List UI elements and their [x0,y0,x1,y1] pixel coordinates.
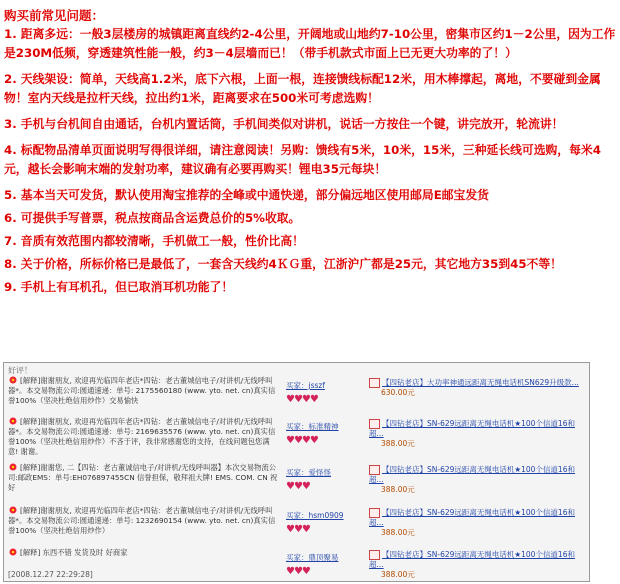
buyer-name[interactable]: 买家：爱怪怪 [286,468,331,477]
review-comment: [解释]谢谢朋友, 欢迎再光临四年老店*四钻：老古董城信电子/对讲机/无线呼叫器*。本交易物流公司:圆通速递：单号: 1232690154 (www. yto. net. cn)真实信誉100%（坚决杜绝信用炒作） [8,506,276,535]
product-link[interactable]: 【四钻老店】SN-629远距离无绳电话机★100个信道16和超... [369,465,575,484]
product-link[interactable]: 【四钻老店】SN-629远距离无绳电话机★100个信道16和超... [369,550,575,569]
review-row [4,417,589,457]
buyer-rating-hearts-icon: ♥♥♥ [286,481,310,492]
buyer-rating-hearts-icon: ♥♥♥ [286,566,310,577]
product-thumb-icon [369,550,380,560]
buyer-name[interactable]: 买家：鼎顶聚易 [286,553,339,562]
faq-item-9: 9. 手机上有耳机孔，但已取消耳机功能了！ [4,280,234,294]
faq-item-4: 4. 标配物品清单页面说明写得很详细，请注意阅读！另购：馈线有5米，10米，15米，三种延长线可选购，每米4元，越长会影响末端的发射功率，建议确有必要再购买！锂电35元每块！ [4,143,601,176]
faq-item-8: 8. 关于价格，所标价格已是最低了，一套含天线约4ＫＧ重，江浙沪广都是25元，其它地方35到45不等！ [4,257,562,271]
product-thumb-icon [369,378,380,388]
faq-item-6: 6. 可提供手写普票，税点按商品含运费总价的5%收取。 [4,211,301,225]
flower-rating-icon [8,376,18,385]
product-link[interactable]: 【四钻老店】大功率神通远距离无绳电话机SN629升级款... [382,378,579,387]
review-row [4,506,589,546]
review-comment: [解释] 东西不错 发货及时 好商家 [20,548,128,557]
product-price: 388.00元 [381,439,415,448]
review-timestamp: [2008.12.27 22:29:28] [8,570,93,579]
flower-rating-icon [8,463,18,472]
buyer-rating-hearts-icon: ♥♥♥♥ [286,435,318,446]
faq-item-3: 3. 手机与台机间自由通话，台机内置话筒，手机间类似对讲机，说话一方按住一个键，讲完放开，轮流讲！ [4,117,564,131]
faq-item-1: 1. 距离多远：一般3层楼房的城镇距离直线约2-4公里，开阔地或山地约7-10公里，密集市区约1－2公里，因为工作是230M低频，穿透建筑性能一般，约3－4层墙而已！（带手机款式市面上已无更大功率的了！） [4,27,616,60]
product-thumb-icon [369,508,380,518]
flower-rating-icon [8,548,18,557]
faq-item-2: 2. 天线架设：简单，天线高1.2米，底下六根，上面一根，连接馈线标配12米，用木棒撑起，离地，不要碰到金属物！室内天线是拉杆天线，拉出约1米，距离要求在500米可考虑选购！ [4,72,601,105]
buyer-name[interactable]: 买家：标准精神 [286,422,339,431]
flower-rating-icon [8,417,18,426]
review-row [4,463,589,503]
product-thumb-icon [369,465,380,475]
faq-item-5: 5. 基本当天可发货，默认使用淘宝推荐的全峰或中通快递，部分偏远地区使用邮局E邮宝发货 [4,188,489,202]
product-price: 388.00元 [381,528,415,537]
product-price: 630.00元 [381,388,415,397]
product-price: 388.00元 [381,570,415,579]
buyer-rating-hearts-icon: ♥♥♥ [286,524,310,535]
review-comment: [解释]谢谢您, 二【四钻：老古董诚信电子/对讲机/无线呼叫器】本次交易物流公司:邮政EMS：单号:EH076897455CN 信誉担保，敬拜祖大牌! EMS. COM. CN 祝好 [8,463,278,492]
buyer-name[interactable]: 买家：hsm0909 [286,511,344,520]
reviews-header: 好评！ [8,366,32,375]
product-thumb-icon [369,419,380,429]
product-price: 388.00元 [381,485,415,494]
buyer-rating-hearts-icon: ♥♥♥♥ [286,394,318,405]
flower-rating-icon [8,506,18,515]
product-link[interactable]: 【四钻老店】SN-629远距离无绳电话机★100个信道16和超... [369,508,575,527]
buyer-name[interactable]: 买家：jsszf [286,381,325,390]
faq-title: 购买前常见问题： [4,8,105,23]
faq-item-7: 7. 音质有效范围内都较清晰，手机做工一般，性价比高！ [4,234,304,248]
product-link[interactable]: 【四钻老店】SN-629远距离无绳电话机★100个信道16和超... [369,419,575,438]
faq-section [4,6,616,301]
review-comment: [解释]谢谢朋友, 欢迎再光临四年老店*四钻：老古董城信电子/对讲机/无线呼叫器*。本交易物流公司:圆通速递：单号: 2169635576 (www. yto. net. cn)真实信誉100%（坚决杜绝信用炒作）不吝于评，我非常感谢您的支持，在线问题包您满意! 谢谢。 [8,417,276,456]
review-row [4,376,589,416]
reviews-screenshot [3,362,590,582]
review-comment: [解释]谢谢朋友, 欢迎再光临四年老店*四钻：老古董城信电子/对讲机/无线呼叫器*。本交易物流公司:圆通速递：单号: 2175560180 (www. yto. net. cn)真实信誉100%（坚决杜绝信用炒作）交易愉快 [8,376,276,405]
